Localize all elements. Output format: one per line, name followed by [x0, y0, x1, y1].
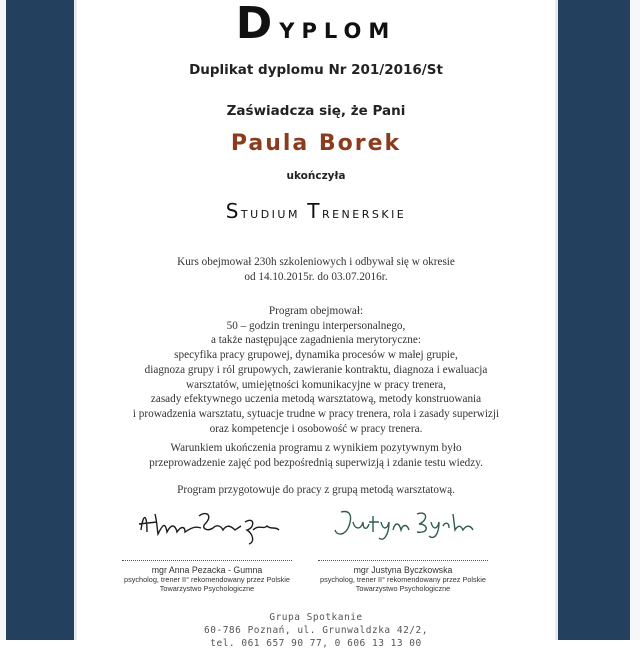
title-rest: yplom [279, 11, 397, 46]
program-line: i prowadzenia warsztatu, sytuacje trudne w pracy trenera, rola i zasady superwizji [132, 407, 500, 420]
handwritten-signature-left [127, 502, 287, 546]
diploma-title [77, 0, 555, 49]
program-line: specyfika pracy grupowej, dynamika procesów w małej grupie, [174, 349, 458, 362]
signatory-role [117, 575, 297, 593]
program-line: 50 – godzin treningu interpersonalnego, [226, 319, 406, 332]
recipient-name: Paula Borek [230, 131, 402, 156]
organization-phone: tel. 061 657 90 77, 0 606 13 13 00 [210, 638, 422, 649]
condition-line: Warunkiem ukończenia programu z wynikiem pozytywnym było [170, 442, 462, 454]
organization-name: Grupa Spotkanie [269, 612, 363, 623]
program-prepares: Program przygotowuje do pracy z grupą metodą warsztatową. [177, 484, 455, 496]
signatory-role [313, 575, 493, 593]
completed-word: ukończyła [286, 170, 346, 182]
course-period-line: Kurs obejmował 230h szkoleniowych i odbywał się w okresie [177, 256, 455, 268]
role-line: Towarzystwo Psychologiczne [159, 584, 255, 594]
program-line: oraz kompetencje i osobowość w pracy trenera. [209, 422, 423, 435]
frame-right-band [555, 0, 640, 640]
condition-line: przeprowadzenie zajęć pod bezpośrednią superwizją i zdanie testu wiedzy. [149, 456, 483, 469]
signatory-name: mgr Anna Pezacka - Gumna [151, 565, 263, 575]
program-line: a także następujące zagadnienia merytoryczne: [211, 334, 421, 347]
role-line: psycholog, trener II° rekomendowany przez Polskie [320, 575, 486, 584]
program-description [77, 304, 555, 436]
diploma-page [77, 0, 555, 649]
signature-line [122, 560, 292, 561]
course-period [77, 255, 555, 284]
frame-left-band [0, 0, 77, 640]
program-line: diagnoza grupy i ról grupowych, zawieranie kontraktu, diagnoza i ewaluacja [144, 363, 488, 376]
program-line: zasady efektywnego uczenia metodą warsztatową, metody konstruowania [150, 393, 482, 406]
program-line: Program obejmował: [268, 305, 364, 317]
organization-footer [77, 611, 555, 650]
signatory-name: mgr Justyna Byczkowska [353, 565, 453, 575]
completion-condition [77, 441, 555, 470]
role-line: psycholog, trener II° rekomendowany przez Polskie [124, 575, 290, 584]
signature-line [318, 560, 488, 561]
organization-address: 60-786 Poznań, ul. Grunwaldzka 42/2, [204, 625, 428, 636]
signature-block-left [117, 502, 297, 593]
program-line: warsztatów, umiejętności komunikacyjne w pracy trenera, [186, 378, 446, 391]
certifies-line: Zaświadcza się, że Pani [226, 103, 406, 119]
handwritten-signature-right [323, 502, 483, 546]
course-period-line: od 14.10.2015r. do 03.07.2016r. [244, 270, 388, 283]
course-name: Studium Trenerskie [225, 199, 407, 223]
duplicate-number: Duplikat dyplomu Nr 201/2016/St [189, 62, 443, 78]
role-line: Towarzystwo Psychologiczne [355, 584, 451, 594]
title-initial: D [235, 0, 280, 49]
signature-block-right [313, 502, 493, 593]
